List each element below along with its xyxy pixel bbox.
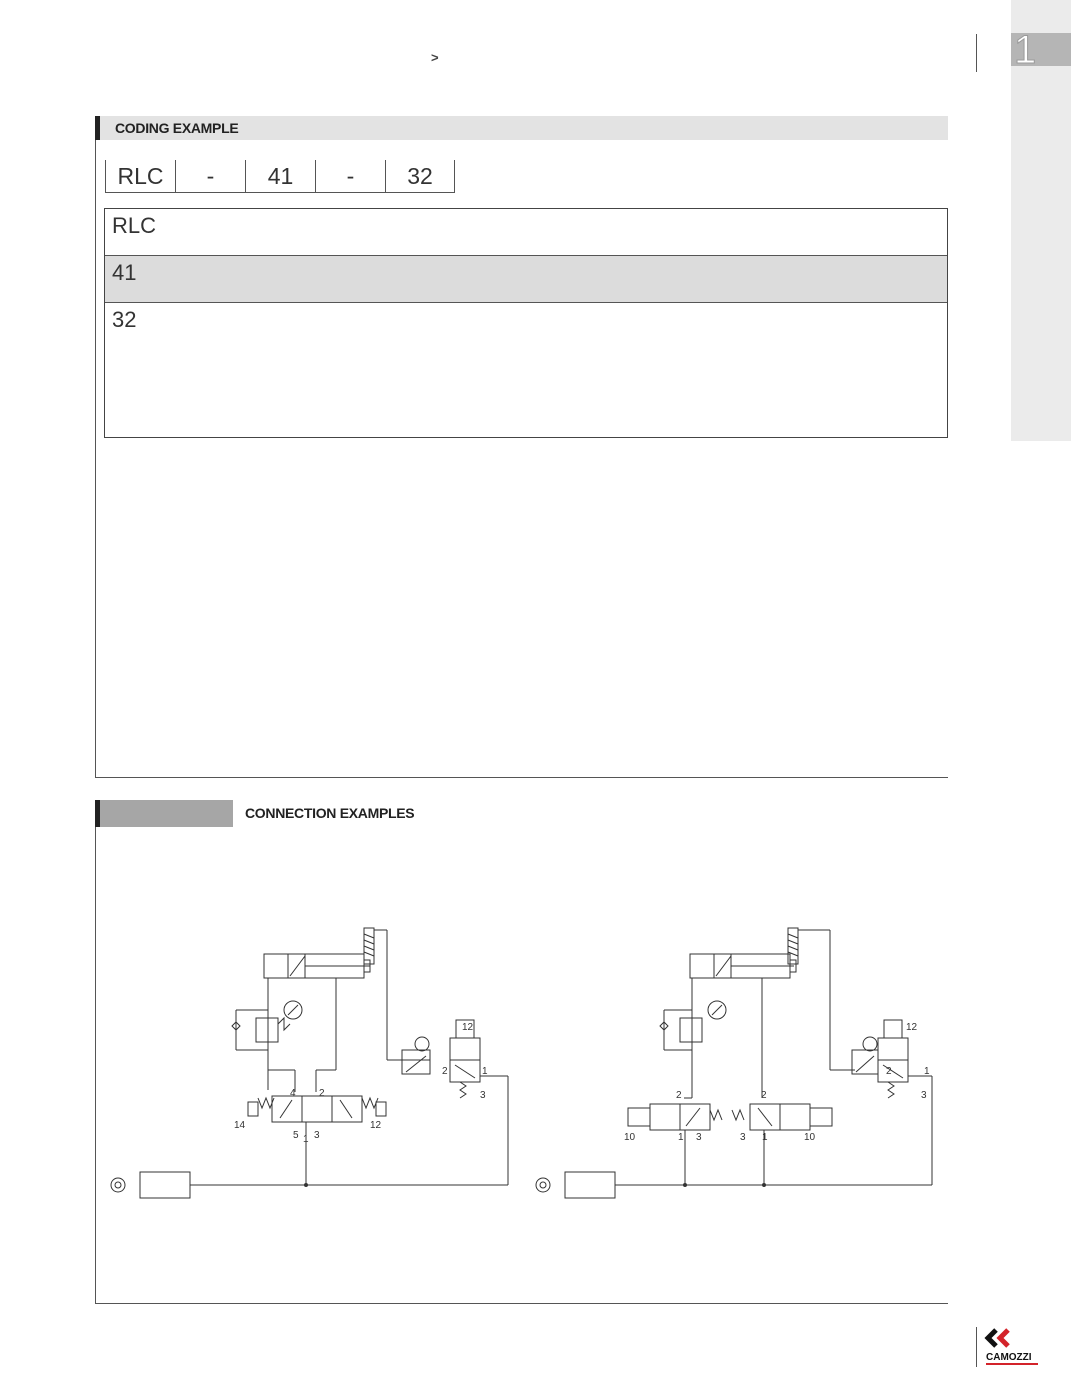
port-label: 4: [290, 1088, 296, 1099]
port-label: 10: [624, 1132, 636, 1143]
legend-code: RLC: [112, 213, 157, 238]
port-label: 3: [921, 1090, 927, 1101]
footer-divider: [976, 1327, 977, 1367]
legend-row: [105, 209, 947, 256]
legend-code: 32: [112, 307, 137, 332]
port-label: 1: [924, 1066, 930, 1077]
code-part-function: 41: [245, 160, 315, 192]
breadcrumb-separator: >: [431, 50, 439, 65]
connection-examples-title: CONNECTION EXAMPLES: [245, 805, 415, 821]
port-label: 12: [906, 1022, 918, 1033]
code-part-connection: 32: [385, 160, 455, 192]
circuit-diagram-right: [536, 928, 932, 1198]
circuit-diagram-left: [111, 928, 508, 1198]
port-label: 3: [480, 1090, 486, 1101]
port-label: 12: [462, 1022, 474, 1033]
section-border-left: [95, 827, 96, 1303]
port-label: 1: [303, 1134, 309, 1145]
section-border-left: [95, 140, 96, 778]
code-part-series: RLC: [105, 160, 175, 192]
coding-example-title: CODING EXAMPLE: [115, 120, 239, 136]
connection-examples-tab: [100, 800, 233, 827]
code-separator: -: [315, 160, 385, 192]
legend-code: 41: [112, 260, 137, 285]
code-strip: [105, 160, 455, 193]
coding-legend-table: [104, 208, 948, 438]
port-label: 14: [234, 1120, 246, 1131]
port-label: 3: [740, 1132, 746, 1143]
brand-name: CAMOZZI: [986, 1352, 1032, 1363]
port-label: 10: [804, 1132, 816, 1143]
port-label: 3: [314, 1130, 320, 1141]
header-divider: [976, 34, 977, 72]
port-label: 3: [696, 1132, 702, 1143]
section-border-bottom: [95, 1303, 948, 1304]
port-label: 1: [762, 1132, 768, 1143]
legend-row: [105, 256, 947, 303]
pneumatic-circuit-diagrams: [100, 920, 945, 1210]
chapter-number: 1: [1014, 28, 1037, 72]
port-label: 2: [319, 1088, 325, 1099]
port-label: 2: [761, 1090, 767, 1101]
port-label: 2: [676, 1090, 682, 1101]
section-border-bottom: [95, 777, 948, 778]
port-label: 5: [293, 1130, 299, 1141]
legend-row: [105, 303, 947, 437]
port-label: 2: [442, 1066, 448, 1077]
coding-example-marker: [95, 116, 100, 140]
port-label: 1: [482, 1066, 488, 1077]
code-separator: -: [175, 160, 245, 192]
camozzi-logo: [984, 1326, 1040, 1366]
port-label: 12: [370, 1120, 382, 1131]
port-label: 1: [678, 1132, 684, 1143]
port-label: 2: [886, 1066, 892, 1077]
